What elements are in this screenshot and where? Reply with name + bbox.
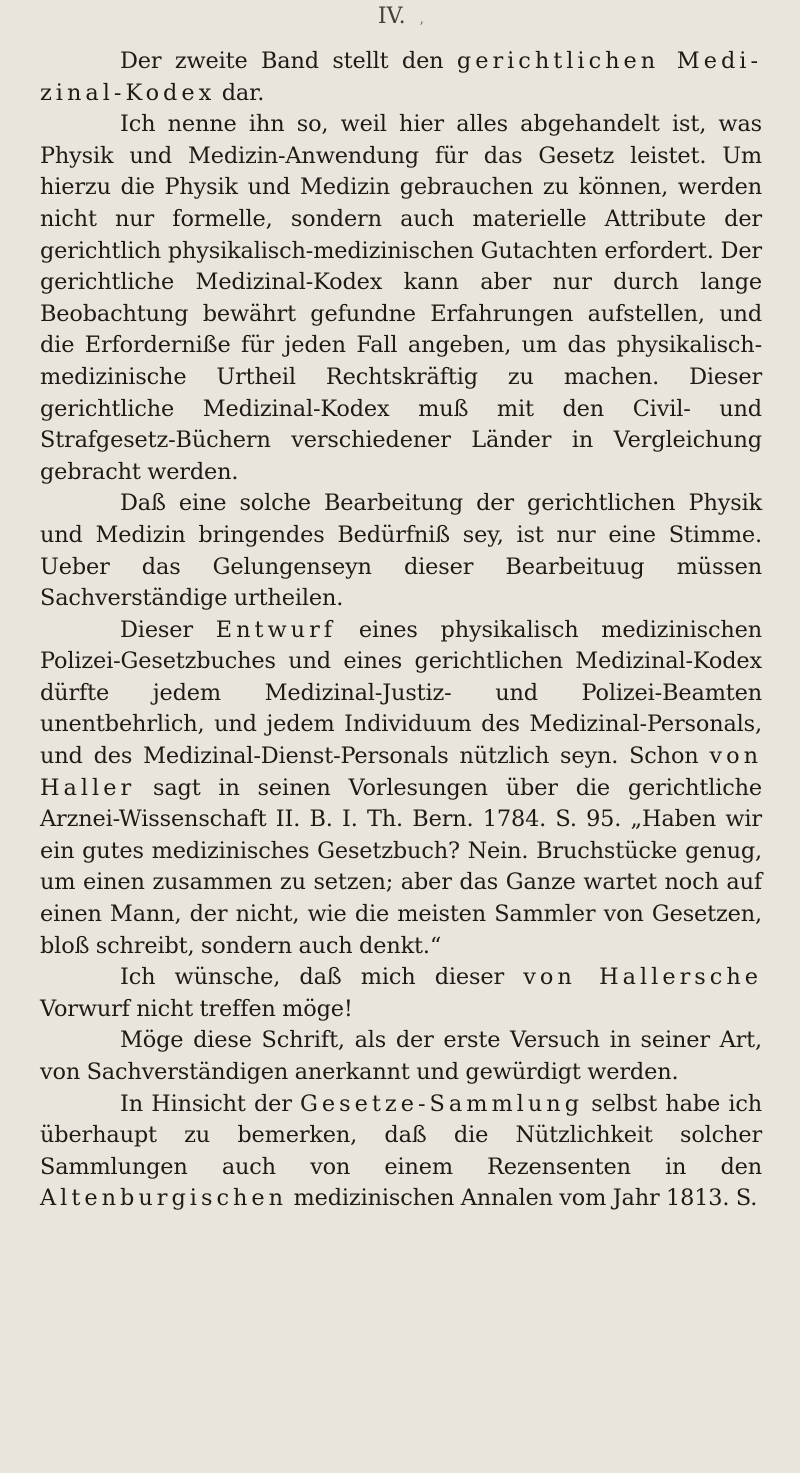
paragraph [40, 1089, 762, 1215]
paragraph-text: medizinischen Annalen vom Jahr 1813. S. [287, 1185, 758, 1212]
emphasized-term: Entwurf [215, 616, 337, 643]
paragraph [40, 109, 762, 488]
emphasized-term: von Hallersche [523, 964, 762, 991]
paragraph-text: Daß eine solche Bearbeitung der gerichtlichen Physik und Medizin bringendes Bedürfniß sey, ist nur eine Stimme. Ueber das Gelungenseyn dieser Bearbeituug müssen Sachverständige urtheilen. [40, 490, 762, 612]
paragraph-text: Dieser [120, 616, 216, 643]
paragraph [40, 615, 762, 963]
paragraph [40, 46, 762, 109]
page-number [40, 0, 762, 46]
paragraph-text: Ich wünsche, daß mich dieser [120, 964, 524, 991]
paragraph-text: selbst habe ich überhaupt zu bemerken, daß die Nützlichkeit solcher Sammlungen auch von einem Rezensenten in den [40, 1090, 762, 1180]
emphasized-term: Altenburgischen [40, 1185, 288, 1212]
paragraph-text: Der zweite Band stellt den [120, 48, 457, 74]
emphasized-term: von Haller [40, 743, 762, 801]
emphasized-term: Gesetze-Sammlung [300, 1090, 584, 1117]
page-number-text: IV. [377, 4, 406, 29]
paragraph-text: eines physikalisch medizinischen Polizei-Gesetzbuches und eines gerichtlichen Medizinal-Kodex dürfte jedem Medizinal-Justiz- und Polizei-Beamten unentbehrlich, und jedem Individuum des Medizinal-Personals, und des Medizinal-Dienst-Personals nützlich seyn. Schon [40, 616, 762, 770]
paragraph-text: sagt in seinen Vorlesungen über die gerichtliche Arznei-Wissenschaft II. B. I. Th. Bern. 1784. S. 95. „Haben wir ein gutes medizinisches Gesetzbuch? Nein. Bruchstücke genug, um einen zusammen zu setzen; aber das Ganze wartet noch auf einen Mann, der nicht, wie die meisten Sammler von Gesetzen, bloß schreibt, sondern auch denkt.“ [40, 774, 762, 959]
paragraph-text: Vorwurf nicht treffen möge! [40, 995, 353, 1022]
paragraph [40, 962, 762, 1025]
emphasized-term: gerichtlichen Medi- [456, 48, 763, 74]
body-text [40, 46, 762, 1215]
paragraph-text: Möge diese Schrift, als der erste Versuch in seiner Art, von Sachverständigen anerkannt und gewürdigt werden. [40, 1027, 762, 1085]
paragraph-text: In Hinsicht der [120, 1090, 301, 1117]
paragraph-text: Ich nenne ihn so, weil hier alles abgehandelt ist, was Physik und Medizin-Anwendung für das Gesetz leistet. Um hierzu die Physik und Medizin gebrauchen zu können, werden nicht nur formelle, sondern auch materielle Attribute der gerichtlich physikalisch-medizinischen Gutachten erfordert. Der gerichtliche Medizinal-Kodex kann aber nur durch lange Beobachtung bewährt gefundne Erfahrungen aufstellen, und die Erforderniße für jeden Fall angeben, um das physikalisch-medizinische Urtheil Rechtskräftig zu machen. Dieser gerichtliche Medizinal-Kodex muß mit den Civil- und Strafgesetz-Büchern verschiedener Länder in Vergleichung gebracht werden. [40, 111, 762, 485]
paragraph [40, 488, 762, 614]
paragraph [40, 1025, 762, 1088]
emphasized-term: zinal-Kodex [40, 79, 216, 106]
page-mark: , [419, 11, 425, 27]
paragraph-text: dar. [215, 79, 265, 106]
